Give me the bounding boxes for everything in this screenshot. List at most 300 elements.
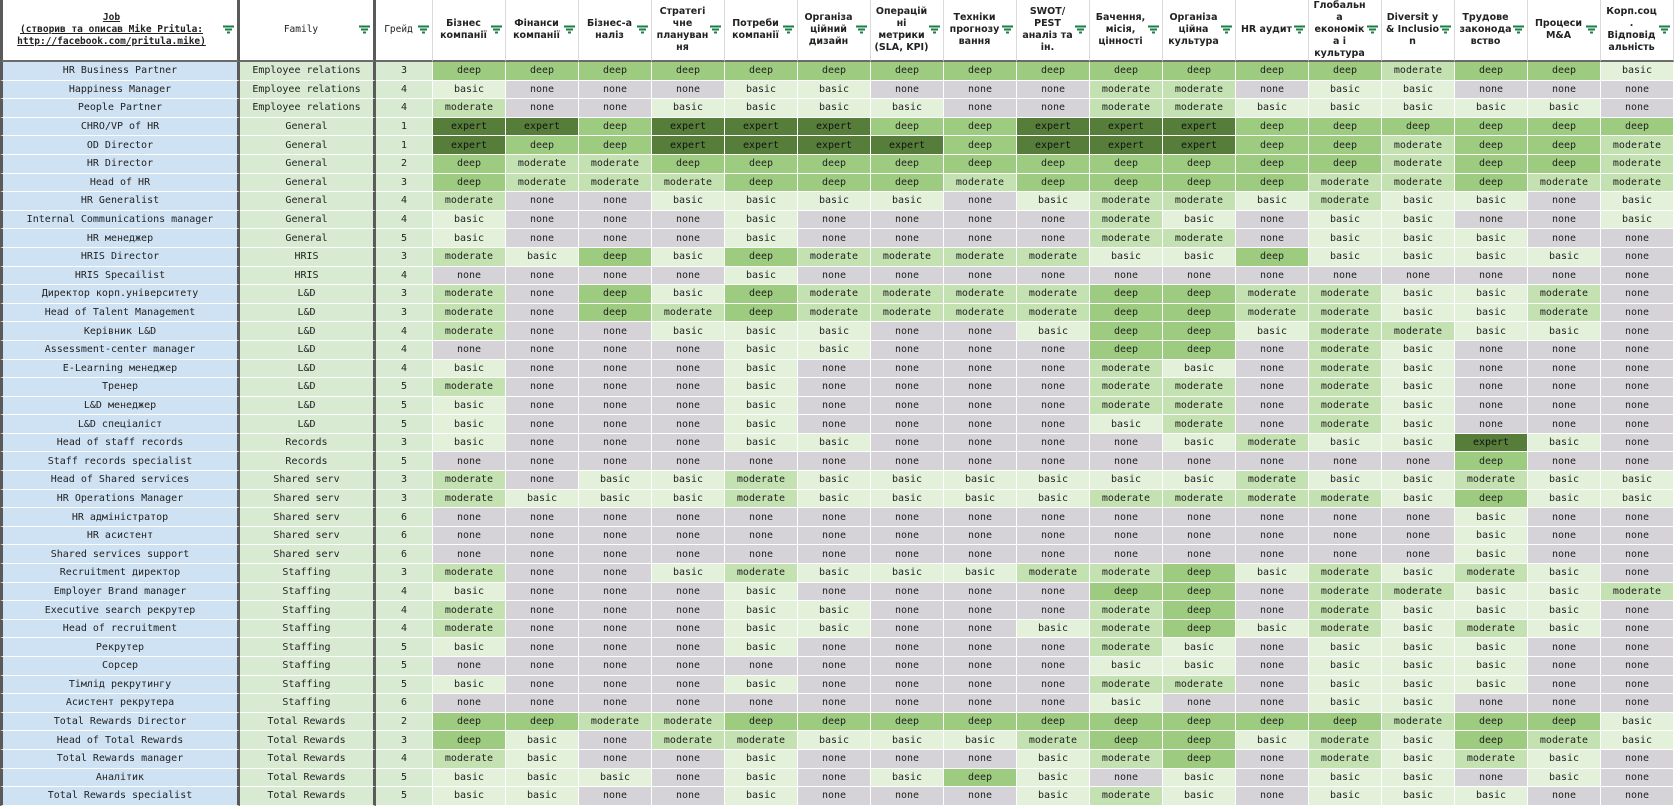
skill-level-cell[interactable]: none (1017, 434, 1090, 453)
job-title-cell[interactable]: HR менеджер (0, 229, 240, 248)
skill-level-cell[interactable]: none (433, 341, 506, 360)
family-cell[interactable]: Records (240, 434, 376, 453)
skill-level-cell[interactable]: deep (1163, 322, 1236, 341)
skill-level-cell[interactable]: deep (871, 155, 944, 174)
skill-level-cell[interactable]: none (1601, 99, 1674, 118)
skill-level-cell[interactable]: none (944, 527, 1017, 546)
skill-level-cell[interactable]: expert (433, 136, 506, 155)
job-title-cell[interactable]: Employer Brand manager (0, 583, 240, 602)
family-cell[interactable]: Employee relations (240, 62, 376, 81)
grade-cell[interactable]: 4 (376, 601, 433, 620)
grade-cell[interactable]: 3 (376, 174, 433, 193)
skill-level-cell[interactable]: none (1236, 676, 1309, 695)
skill-level-cell[interactable]: basic (652, 99, 725, 118)
skill-level-cell[interactable]: basic (1382, 99, 1455, 118)
skill-level-cell[interactable]: deep (725, 285, 798, 304)
skill-level-cell[interactable]: none (1528, 508, 1601, 527)
skill-level-cell[interactable]: none (871, 601, 944, 620)
job-title-cell[interactable]: HR асистент (0, 527, 240, 546)
column-header-3[interactable] (433, 0, 506, 62)
skill-level-cell[interactable]: none (944, 211, 1017, 230)
skill-level-cell[interactable]: basic (1236, 192, 1309, 211)
skill-level-cell[interactable]: none (579, 397, 652, 416)
skill-level-cell[interactable]: deep (1455, 490, 1528, 509)
skill-level-cell[interactable]: basic (725, 676, 798, 695)
skill-level-cell[interactable]: none (1601, 601, 1674, 620)
skill-level-cell[interactable]: deep (944, 769, 1017, 788)
skill-level-cell[interactable]: deep (725, 248, 798, 267)
skill-level-cell[interactable]: none (652, 787, 725, 806)
skill-level-cell[interactable]: deep (1090, 583, 1163, 602)
skill-level-cell[interactable]: none (798, 508, 871, 527)
skill-level-cell[interactable]: none (944, 638, 1017, 657)
family-cell[interactable]: Staffing (240, 694, 376, 713)
skill-level-cell[interactable]: none (798, 694, 871, 713)
skill-level-cell[interactable]: deep (1455, 713, 1528, 732)
skill-level-cell[interactable]: basic (1528, 490, 1601, 509)
grade-cell[interactable]: 6 (376, 545, 433, 564)
skill-level-cell[interactable]: basic (652, 471, 725, 490)
skill-level-cell[interactable]: moderate (1163, 99, 1236, 118)
skill-level-cell[interactable]: basic (798, 601, 871, 620)
grade-cell[interactable]: 2 (376, 155, 433, 174)
skill-level-cell[interactable]: moderate (1017, 248, 1090, 267)
grade-cell[interactable]: 6 (376, 527, 433, 546)
column-header-12[interactable] (1090, 0, 1163, 62)
family-cell[interactable]: L&D (240, 285, 376, 304)
skill-level-cell[interactable]: deep (1455, 118, 1528, 137)
skill-level-cell[interactable]: basic (1163, 638, 1236, 657)
skill-level-cell[interactable]: deep (1090, 304, 1163, 323)
skill-level-cell[interactable]: none (1163, 452, 1236, 471)
skill-level-cell[interactable]: basic (1236, 99, 1309, 118)
skill-level-cell[interactable]: basic (652, 564, 725, 583)
skill-level-cell[interactable]: none (1017, 397, 1090, 416)
skill-level-cell[interactable]: basic (579, 471, 652, 490)
skill-level-cell[interactable]: none (1528, 229, 1601, 248)
filter-icon[interactable] (1148, 26, 1159, 35)
skill-level-cell[interactable]: basic (1382, 769, 1455, 788)
skill-level-cell[interactable]: moderate (944, 304, 1017, 323)
skill-level-cell[interactable]: expert (1163, 118, 1236, 137)
filter-icon[interactable] (1659, 26, 1670, 35)
skill-level-cell[interactable]: basic (652, 248, 725, 267)
skill-level-cell[interactable]: none (579, 378, 652, 397)
skill-level-cell[interactable]: basic (1090, 471, 1163, 490)
skill-level-cell[interactable]: none (1017, 360, 1090, 379)
skill-level-cell[interactable]: basic (725, 397, 798, 416)
skill-level-cell[interactable]: none (1601, 527, 1674, 546)
skill-level-cell[interactable]: none (1236, 397, 1309, 416)
skill-level-cell[interactable]: none (579, 527, 652, 546)
skill-level-cell[interactable]: moderate (1163, 81, 1236, 100)
skill-level-cell[interactable]: none (1601, 638, 1674, 657)
skill-level-cell[interactable]: deep (1236, 62, 1309, 81)
skill-level-cell[interactable]: none (1236, 267, 1309, 286)
skill-level-cell[interactable]: deep (725, 155, 798, 174)
skill-level-cell[interactable]: none (579, 99, 652, 118)
skill-level-cell[interactable]: deep (579, 285, 652, 304)
skill-level-cell[interactable]: moderate (1382, 174, 1455, 193)
skill-level-cell[interactable]: deep (1309, 713, 1382, 732)
skill-level-cell[interactable]: deep (1163, 304, 1236, 323)
skill-level-cell[interactable]: none (506, 676, 579, 695)
skill-level-cell[interactable]: basic (1601, 192, 1674, 211)
skill-level-cell[interactable]: basic (1236, 620, 1309, 639)
skill-level-cell[interactable]: deep (433, 62, 506, 81)
skill-level-cell[interactable]: moderate (579, 713, 652, 732)
grade-cell[interactable]: 4 (376, 322, 433, 341)
skill-level-cell[interactable]: moderate (1309, 583, 1382, 602)
skill-level-cell[interactable]: deep (1163, 341, 1236, 360)
skill-level-cell[interactable]: moderate (433, 322, 506, 341)
skill-level-cell[interactable]: none (1601, 322, 1674, 341)
skill-level-cell[interactable]: none (1528, 694, 1601, 713)
filter-icon[interactable] (1294, 26, 1305, 35)
skill-level-cell[interactable]: none (944, 378, 1017, 397)
skill-level-cell[interactable]: none (871, 545, 944, 564)
skill-level-cell[interactable]: none (1236, 769, 1309, 788)
skill-level-cell[interactable]: basic (1382, 490, 1455, 509)
job-title-cell[interactable]: Head of recruitment (0, 620, 240, 639)
skill-level-cell[interactable]: moderate (433, 750, 506, 769)
family-cell[interactable]: Shared serv (240, 490, 376, 509)
skill-level-cell[interactable]: moderate (871, 248, 944, 267)
skill-level-cell[interactable]: basic (871, 99, 944, 118)
skill-level-cell[interactable]: none (871, 378, 944, 397)
skill-level-cell[interactable]: none (1601, 267, 1674, 286)
skill-level-cell[interactable]: basic (1528, 620, 1601, 639)
skill-level-cell[interactable]: basic (1455, 229, 1528, 248)
skill-level-cell[interactable]: none (1528, 378, 1601, 397)
skill-level-cell[interactable]: moderate (1090, 81, 1163, 100)
family-cell[interactable]: L&D (240, 341, 376, 360)
skill-level-cell[interactable]: moderate (1309, 174, 1382, 193)
skill-level-cell[interactable]: moderate (1455, 750, 1528, 769)
skill-level-cell[interactable]: moderate (1163, 378, 1236, 397)
skill-level-cell[interactable]: none (944, 229, 1017, 248)
skill-level-cell[interactable]: moderate (1163, 192, 1236, 211)
family-cell[interactable]: Staffing (240, 676, 376, 695)
family-cell[interactable]: Staffing (240, 657, 376, 676)
skill-level-cell[interactable]: none (944, 99, 1017, 118)
skill-level-cell[interactable]: deep (1601, 118, 1674, 137)
skill-level-cell[interactable]: basic (798, 341, 871, 360)
skill-level-cell[interactable]: none (1090, 434, 1163, 453)
skill-level-cell[interactable]: none (798, 769, 871, 788)
skill-level-cell[interactable]: basic (1382, 564, 1455, 583)
skill-level-cell[interactable]: none (798, 267, 871, 286)
grade-cell[interactable]: 1 (376, 118, 433, 137)
skill-level-cell[interactable]: basic (798, 490, 871, 509)
skill-level-cell[interactable]: none (579, 322, 652, 341)
filter-icon[interactable] (223, 26, 234, 35)
skill-level-cell[interactable]: basic (1309, 638, 1382, 657)
skill-level-cell[interactable]: expert (506, 118, 579, 137)
skill-level-cell[interactable]: none (506, 657, 579, 676)
skill-level-cell[interactable]: none (506, 192, 579, 211)
skill-level-cell[interactable]: none (1309, 545, 1382, 564)
skill-level-cell[interactable]: none (1528, 415, 1601, 434)
skill-level-cell[interactable]: basic (798, 99, 871, 118)
skill-level-cell[interactable]: none (1090, 508, 1163, 527)
column-header-18[interactable] (1528, 0, 1601, 62)
skill-level-cell[interactable]: none (579, 564, 652, 583)
skill-level-cell[interactable]: moderate (1163, 229, 1236, 248)
skill-level-cell[interactable]: none (944, 267, 1017, 286)
skill-level-cell[interactable]: none (506, 527, 579, 546)
skill-level-cell[interactable]: basic (1528, 769, 1601, 788)
skill-level-cell[interactable]: basic (1601, 713, 1674, 732)
skill-level-cell[interactable]: none (1163, 267, 1236, 286)
skill-level-cell[interactable]: none (798, 397, 871, 416)
skill-level-cell[interactable]: expert (1163, 136, 1236, 155)
family-cell[interactable]: Records (240, 452, 376, 471)
skill-level-cell[interactable]: none (579, 731, 652, 750)
column-header-4[interactable] (506, 0, 579, 62)
skill-level-cell[interactable]: basic (1455, 601, 1528, 620)
job-title-cell[interactable]: Total Rewards Director (0, 713, 240, 732)
skill-level-cell[interactable]: none (725, 527, 798, 546)
skill-level-cell[interactable]: none (1601, 378, 1674, 397)
skill-level-cell[interactable]: moderate (652, 304, 725, 323)
skill-level-cell[interactable]: moderate (1309, 341, 1382, 360)
skill-level-cell[interactable]: basic (579, 769, 652, 788)
skill-level-cell[interactable]: deep (1163, 583, 1236, 602)
skill-level-cell[interactable]: none (1236, 750, 1309, 769)
skill-level-cell[interactable]: basic (798, 81, 871, 100)
skill-level-cell[interactable]: expert (871, 136, 944, 155)
skill-level-cell[interactable]: deep (798, 174, 871, 193)
skill-level-cell[interactable]: basic (1601, 490, 1674, 509)
skill-level-cell[interactable]: none (798, 360, 871, 379)
skill-level-cell[interactable]: basic (1382, 341, 1455, 360)
skill-level-cell[interactable]: none (798, 676, 871, 695)
skill-level-cell[interactable]: deep (1163, 155, 1236, 174)
skill-level-cell[interactable]: deep (725, 62, 798, 81)
skill-level-cell[interactable]: none (506, 378, 579, 397)
skill-level-cell[interactable]: moderate (798, 304, 871, 323)
skill-level-cell[interactable]: none (1090, 527, 1163, 546)
skill-level-cell[interactable]: deep (1455, 731, 1528, 750)
skill-level-cell[interactable]: none (1455, 769, 1528, 788)
skill-level-cell[interactable]: none (1163, 527, 1236, 546)
grade-cell[interactable]: 5 (376, 378, 433, 397)
skill-level-cell[interactable]: basic (433, 787, 506, 806)
column-header-19[interactable] (1601, 0, 1674, 62)
skill-level-cell[interactable]: none (1017, 657, 1090, 676)
skill-level-cell[interactable]: basic (506, 490, 579, 509)
skill-level-cell[interactable]: none (506, 638, 579, 657)
skill-level-cell[interactable]: basic (579, 490, 652, 509)
skill-level-cell[interactable]: deep (1017, 155, 1090, 174)
skill-level-cell[interactable]: basic (1528, 322, 1601, 341)
skill-level-cell[interactable]: moderate (1090, 490, 1163, 509)
skill-level-cell[interactable]: basic (1163, 657, 1236, 676)
skill-level-cell[interactable]: basic (1090, 248, 1163, 267)
skill-level-cell[interactable]: none (506, 322, 579, 341)
skill-level-cell[interactable]: none (1455, 341, 1528, 360)
skill-level-cell[interactable]: none (579, 452, 652, 471)
skill-level-cell[interactable]: moderate (433, 620, 506, 639)
skill-level-cell[interactable]: none (506, 452, 579, 471)
skill-level-cell[interactable]: basic (725, 378, 798, 397)
family-cell[interactable]: L&D (240, 397, 376, 416)
grade-cell[interactable]: 6 (376, 694, 433, 713)
skill-level-cell[interactable]: moderate (1090, 638, 1163, 657)
skill-level-cell[interactable]: none (944, 583, 1017, 602)
family-cell[interactable]: L&D (240, 378, 376, 397)
skill-level-cell[interactable]: basic (1309, 676, 1382, 695)
skill-level-cell[interactable]: none (871, 322, 944, 341)
skill-level-cell[interactable]: none (725, 694, 798, 713)
skill-level-cell[interactable]: deep (1455, 136, 1528, 155)
skill-level-cell[interactable]: deep (579, 62, 652, 81)
skill-level-cell[interactable]: none (1528, 360, 1601, 379)
skill-level-cell[interactable]: none (1382, 452, 1455, 471)
skill-level-cell[interactable]: none (944, 322, 1017, 341)
skill-level-cell[interactable]: moderate (1309, 378, 1382, 397)
skill-level-cell[interactable]: none (1455, 267, 1528, 286)
skill-level-cell[interactable]: none (1017, 694, 1090, 713)
filter-icon[interactable] (1440, 26, 1451, 35)
skill-level-cell[interactable]: moderate (798, 285, 871, 304)
grade-cell[interactable]: 3 (376, 564, 433, 583)
skill-level-cell[interactable]: moderate (433, 471, 506, 490)
family-cell[interactable]: General (240, 192, 376, 211)
skill-level-cell[interactable]: basic (1309, 99, 1382, 118)
skill-level-cell[interactable]: none (652, 750, 725, 769)
job-title-cell[interactable]: Staff records specialist (0, 452, 240, 471)
skill-level-cell[interactable]: moderate (1090, 99, 1163, 118)
skill-level-cell[interactable]: none (944, 694, 1017, 713)
skill-level-cell[interactable]: expert (1090, 136, 1163, 155)
column-header-10[interactable] (944, 0, 1017, 62)
column-header-1[interactable] (240, 0, 376, 62)
family-cell[interactable]: Staffing (240, 601, 376, 620)
skill-level-cell[interactable]: basic (1528, 750, 1601, 769)
skill-level-cell[interactable]: basic (1382, 304, 1455, 323)
column-header-0[interactable] (0, 0, 240, 62)
job-title-cell[interactable]: Тімлід рекрутингу (0, 676, 240, 695)
skill-level-cell[interactable]: deep (798, 62, 871, 81)
skill-level-cell[interactable]: none (944, 81, 1017, 100)
skill-level-cell[interactable]: basic (1382, 471, 1455, 490)
skill-level-cell[interactable]: none (506, 601, 579, 620)
skill-level-cell[interactable]: moderate (1090, 378, 1163, 397)
skill-level-cell[interactable]: deep (1309, 62, 1382, 81)
skill-level-cell[interactable]: none (652, 657, 725, 676)
family-cell[interactable]: General (240, 174, 376, 193)
skill-level-cell[interactable]: none (1528, 676, 1601, 695)
skill-level-cell[interactable]: none (1601, 360, 1674, 379)
grade-cell[interactable]: 4 (376, 81, 433, 100)
skill-level-cell[interactable]: deep (871, 62, 944, 81)
skill-level-cell[interactable]: none (1163, 508, 1236, 527)
skill-level-cell[interactable]: none (1236, 229, 1309, 248)
skill-level-cell[interactable]: basic (1309, 787, 1382, 806)
skill-level-cell[interactable]: deep (433, 155, 506, 174)
filter-icon[interactable] (418, 26, 429, 35)
skill-level-cell[interactable]: none (1090, 267, 1163, 286)
skill-level-cell[interactable]: basic (652, 285, 725, 304)
skill-level-cell[interactable]: expert (1017, 136, 1090, 155)
skill-level-cell[interactable]: moderate (1309, 322, 1382, 341)
job-title-cell[interactable]: Head of staff records (0, 434, 240, 453)
skill-level-cell[interactable]: deep (1090, 155, 1163, 174)
skill-level-cell[interactable]: moderate (1309, 192, 1382, 211)
skill-level-cell[interactable]: none (944, 601, 1017, 620)
skill-level-cell[interactable]: none (1601, 434, 1674, 453)
skill-level-cell[interactable]: basic (433, 638, 506, 657)
skill-level-cell[interactable]: none (944, 787, 1017, 806)
skill-level-cell[interactable]: moderate (652, 731, 725, 750)
skill-level-cell[interactable]: moderate (1090, 676, 1163, 695)
skill-level-cell[interactable]: none (798, 657, 871, 676)
skill-level-cell[interactable]: deep (1090, 174, 1163, 193)
filter-icon[interactable] (1586, 26, 1597, 35)
family-cell[interactable]: Shared serv (240, 471, 376, 490)
skill-level-cell[interactable]: basic (871, 192, 944, 211)
filter-icon[interactable] (564, 26, 575, 35)
skill-level-cell[interactable]: none (652, 583, 725, 602)
skill-level-cell[interactable]: none (579, 415, 652, 434)
family-cell[interactable]: L&D (240, 322, 376, 341)
skill-level-cell[interactable]: none (1236, 415, 1309, 434)
skill-level-cell[interactable]: basic (1455, 657, 1528, 676)
skill-level-cell[interactable]: basic (1236, 731, 1309, 750)
skill-level-cell[interactable]: none (506, 81, 579, 100)
skill-level-cell[interactable]: none (652, 397, 725, 416)
skill-level-cell[interactable]: deep (871, 713, 944, 732)
skill-level-cell[interactable]: moderate (506, 155, 579, 174)
grade-cell[interactable]: 4 (376, 99, 433, 118)
job-title-cell[interactable]: Shared services support (0, 545, 240, 564)
skill-level-cell[interactable]: none (652, 81, 725, 100)
skill-level-cell[interactable]: none (579, 676, 652, 695)
grade-cell[interactable]: 5 (376, 638, 433, 657)
filter-icon[interactable] (710, 26, 721, 35)
family-cell[interactable]: L&D (240, 415, 376, 434)
skill-level-cell[interactable]: none (1382, 267, 1455, 286)
skill-level-cell[interactable]: none (1236, 211, 1309, 230)
skill-level-cell[interactable]: deep (725, 304, 798, 323)
skill-level-cell[interactable]: deep (944, 62, 1017, 81)
skill-level-cell[interactable]: basic (798, 731, 871, 750)
skill-level-cell[interactable]: none (506, 508, 579, 527)
job-title-cell[interactable]: OD Director (0, 136, 240, 155)
skill-level-cell[interactable]: none (944, 657, 1017, 676)
family-cell[interactable]: L&D (240, 360, 376, 379)
skill-level-cell[interactable]: moderate (1090, 787, 1163, 806)
skill-level-cell[interactable]: moderate (1090, 620, 1163, 639)
skill-level-cell[interactable]: moderate (579, 174, 652, 193)
skill-level-cell[interactable]: none (1601, 341, 1674, 360)
skill-level-cell[interactable]: moderate (1236, 285, 1309, 304)
skill-level-cell[interactable]: basic (1455, 508, 1528, 527)
skill-level-cell[interactable]: basic (725, 211, 798, 230)
skill-level-cell[interactable]: basic (1455, 192, 1528, 211)
skill-level-cell[interactable]: none (798, 545, 871, 564)
grade-cell[interactable]: 4 (376, 360, 433, 379)
skill-level-cell[interactable]: none (433, 527, 506, 546)
skill-level-cell[interactable]: moderate (1601, 155, 1674, 174)
skill-level-cell[interactable]: moderate (1309, 304, 1382, 323)
skill-level-cell[interactable]: deep (725, 713, 798, 732)
skill-level-cell[interactable]: none (506, 545, 579, 564)
skill-level-cell[interactable]: none (652, 267, 725, 286)
skill-level-cell[interactable]: none (798, 583, 871, 602)
